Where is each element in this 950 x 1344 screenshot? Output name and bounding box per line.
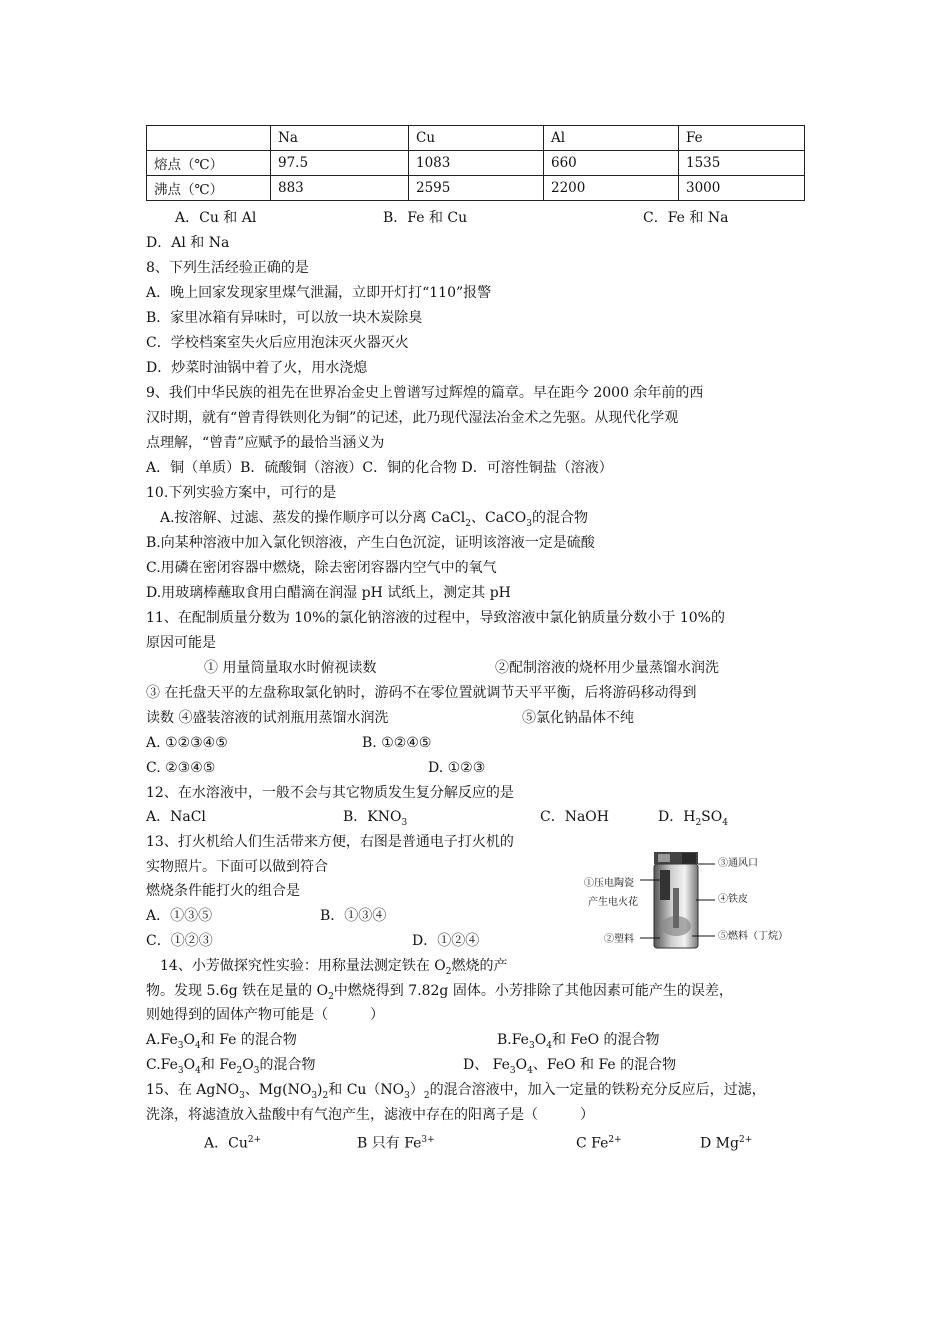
table-cell: 660 (544, 151, 679, 176)
q13-option-a: A．①③⑤ (146, 908, 213, 924)
q11-item-2: ②配制溶液的烧杯用少量蒸馏水润洗 (495, 660, 719, 676)
table-row (147, 176, 805, 201)
q14-c-text: 的混合物 (259, 1057, 316, 1073)
q15-line-1 (146, 1081, 766, 1105)
q14-d-text: 、FeO 和 Fe 的混合物 (532, 1057, 677, 1073)
lighter-photo-figure (580, 848, 802, 954)
q7-option-a: A．Cu 和 Al (175, 210, 257, 226)
fig-label-vent: ③通风口 (718, 858, 758, 869)
q15-line-2: 洗涤，将滤渣放入盐酸中有气泡产生，滤液中存在的阳离子是（ ） (146, 1107, 594, 1123)
table-cell: Na (271, 126, 409, 151)
fig-label-fuel: ⑤燃料（丁烷） (718, 931, 788, 942)
q13-line-2: 实物照片。下面可以做到符合 (146, 859, 328, 875)
subscript: 4 (722, 817, 728, 828)
q15-text: ) (317, 1082, 323, 1098)
q14-c-text: 和 Fe (200, 1057, 237, 1073)
q14-d-text: D、 Fe (463, 1057, 510, 1073)
q11-item-5: ⑤氯化钠晶体不纯 (522, 710, 634, 726)
fuel-tube (673, 888, 679, 928)
table-cell: 2595 (409, 176, 544, 201)
q14-option-b (497, 1031, 660, 1055)
q15-text: 、Mg(NO (244, 1082, 312, 1098)
q15-option-b (357, 1131, 435, 1153)
subscript: 2 (328, 991, 334, 1002)
q15-text: ） (409, 1082, 424, 1098)
lighter-vent (658, 854, 670, 862)
subscript: 3 (177, 1065, 184, 1076)
q10-option-b: B.向某种溶液中加入氯化钡溶液，产生白色沉淀，证明该溶液一定是硫酸 (146, 535, 595, 551)
subscript: 2 (445, 966, 452, 977)
table-cell (147, 126, 271, 151)
q12-d-text: SO (701, 809, 723, 825)
q14-text: 14、小芳做探究性实验：用称量法测定铁在 O (160, 958, 446, 974)
q12-option-a: A．NaCl (146, 809, 206, 825)
q7-option-d: D．Al 和 Na (146, 235, 230, 251)
q8-option-a: A．晚上回家发现家里煤气泄漏，立即开灯打“110”报警 (146, 285, 492, 301)
q15-option-d (700, 1131, 752, 1153)
q7-option-b: B．Fe 和 Cu (383, 210, 468, 226)
table-cell: 沸点（℃） (147, 176, 271, 201)
q14-line-1 (160, 957, 507, 981)
q15-text: 15、在 AgNO (146, 1082, 240, 1098)
q10-option-c: C.用磷在密闭容器中燃烧，除去密闭容器内空气中的氧气 (146, 560, 497, 576)
subscript: 3 (509, 1065, 516, 1076)
q14-option-c (146, 1056, 316, 1080)
q15-b-text: B 只有 Fe (357, 1135, 422, 1152)
q13-option-d: D．①②④ (412, 933, 480, 949)
q13-line-3: 燃烧条件能打火的组合是 (146, 883, 300, 899)
q9-line-2: 汉时期，就有“曾青得铁则化为铜”的记述，此乃现代湿法冶金术之先驱。从现代化学观 (146, 410, 679, 426)
q8-option-b: B．家里冰箱有异味时，可以放一块木炭除臭 (146, 310, 423, 326)
q14-text: 燃烧的产 (451, 958, 508, 974)
fig-label-iron-sheet: ④铁皮 (718, 894, 748, 905)
q10-option-a (160, 509, 588, 533)
q13-line-1: 13、打火机给人们生活带来方便，右图是普通电子打火机的 (146, 834, 514, 850)
subscript: 3 (404, 1090, 410, 1101)
subscript: 3 (526, 518, 532, 529)
table-cell: 883 (271, 176, 409, 201)
table-cell: 1535 (679, 151, 805, 176)
q10-a-text: 、CaCO (471, 510, 527, 526)
q11-item-1: ① 用量筒量取水时俯视读数 (204, 660, 377, 676)
subscript: 2 (695, 817, 702, 828)
piezo-igniter (660, 870, 670, 900)
fig-label-plastic: ②塑料 (604, 934, 634, 945)
subscript: 3 (528, 1040, 535, 1051)
q14-line-2 (146, 982, 733, 1006)
q12-d-text: D．H (658, 809, 696, 825)
q14-c-text: O (183, 1057, 196, 1073)
subscript: 4 (195, 1065, 201, 1076)
q14-a-text: O (183, 1032, 196, 1048)
q14-option-a (146, 1031, 297, 1055)
q10-option-d: D.用玻璃棒蘸取食用白醋滴在润湿 pH 试纸上，测定其 pH (146, 585, 511, 601)
subscript: 2 (322, 1090, 329, 1101)
q15-a-text: A．Cu (204, 1135, 248, 1152)
q15-text: 和 Cu（NO (328, 1082, 405, 1098)
q11-option-d: D. ①②③ (428, 760, 486, 776)
q8-option-d: D．炒菜时油锅中着了火，用水浇熄 (146, 360, 368, 376)
q14-a-text: 和 Fe 的混合物 (200, 1032, 297, 1048)
table-cell: Fe (679, 126, 805, 151)
q11-item-3: ③ 在托盘天平的左盘称取氯化钠时，游码不在零位置就调节天平平衡，后将游码移动得到 (146, 685, 697, 701)
q11-line-1: 11、在配制质量分数为 10%的氯化钠溶液的过程中，导致溶液中氯化钠质量分数小于 10%的 (146, 610, 725, 626)
subscript: 4 (527, 1065, 533, 1076)
q15-d-text: D Mg (700, 1135, 739, 1152)
q13-option-b: B．①③④ (320, 908, 387, 924)
q11-line-2: 原因可能是 (146, 635, 216, 651)
q12-stem: 12、在水溶液中，一般不会与其它物质发生复分解反应的是 (146, 785, 514, 801)
table-cell: 3000 (679, 176, 805, 201)
subscript: 3 (253, 1065, 260, 1076)
subscript: 3 (177, 1040, 184, 1051)
q10-a-text: 的混合物 (531, 510, 588, 526)
table-cell: Al (544, 126, 679, 151)
superscript: 2+ (738, 1135, 753, 1145)
q7-option-c: C．Fe 和 Na (643, 210, 729, 226)
q9-options: A．铜（单质）B．硫酸铜（溶液）C．铜的化合物 D．可溶性铜盐（溶液） (146, 460, 613, 476)
q10-a-text: A.按溶解、过滤、蒸发的操作顺序可以分离 CaCl (160, 510, 466, 526)
q12-b-text: B．KNO (343, 809, 402, 825)
table-cell: 1083 (409, 151, 544, 176)
superscript: 3+ (421, 1135, 435, 1145)
q15-option-a (204, 1131, 261, 1153)
q12-option-d (658, 808, 728, 832)
q12-option-b (343, 808, 407, 832)
table-cell: Cu (409, 126, 544, 151)
table-cell: 2200 (544, 176, 679, 201)
q10-stem: 10.下列实验方案中，可行的是 (146, 485, 337, 501)
q12-option-c: C．NaOH (540, 809, 609, 825)
subscript: 3 (401, 817, 408, 828)
q11-item-4: 读数 ④盛装溶液的试剂瓶用蒸馏水润洗 (146, 710, 389, 726)
q14-d-text: O (515, 1057, 528, 1073)
subscript: 2 (236, 1065, 243, 1076)
q14-c-text: O (242, 1057, 254, 1073)
q9-line-1: 9、我们中华民族的祖先在世界冶金史上曾谱写过辉煌的篇章。早在距今 2000 余年前的西 (146, 385, 704, 401)
q13-option-c: C．①②③ (146, 933, 213, 949)
subscript: 3 (239, 1090, 245, 1101)
q14-a-text: A.Fe (146, 1032, 178, 1048)
table-header-row (147, 126, 805, 151)
q9-line-3: 点理解，“曾青”应赋予的最恰当涵义为 (146, 435, 385, 451)
superscript: 2+ (608, 1135, 622, 1145)
q11-option-c: C. ②③④⑤ (146, 760, 216, 776)
table-cell: 熔点（℃） (147, 151, 271, 176)
q8-option-c: C．学校档案室失火后应用泡沫灭火器灭火 (146, 335, 409, 351)
q15-text: 的混合溶液中，加入一定量的铁粉充分反应后，过滤， (429, 1082, 766, 1098)
q14-option-d (463, 1056, 676, 1080)
q14-text: 物。发现 5.6g 铁在足量的 O (146, 983, 329, 999)
q15-c-text: C Fe (576, 1135, 609, 1152)
q14-b-text: 和 FeO 的混合物 (551, 1032, 660, 1048)
subscript: 4 (546, 1040, 552, 1051)
fig-label-spark: 产生电火花 (588, 897, 638, 908)
table-cell: 97.5 (271, 151, 409, 176)
q8-stem: 8、下列生活经验正确的是 (146, 260, 309, 276)
fig-label-piezo: ①压电陶瓷 (584, 878, 634, 889)
q11-option-a: A. ①②③④⑤ (146, 735, 228, 751)
subscript: 2 (423, 1090, 430, 1101)
q15-option-c (576, 1131, 622, 1153)
q14-b-text: B.Fe (497, 1032, 529, 1048)
properties-table (146, 125, 805, 201)
q14-c-text: C.Fe (146, 1057, 178, 1073)
subscript: 4 (195, 1040, 201, 1051)
q11-option-b: B. ①②④⑤ (362, 735, 432, 751)
subscript: 2 (465, 518, 471, 529)
superscript: 2+ (247, 1135, 262, 1145)
q14-text: 中燃烧得到 7.82g 固体。小芳排除了其他因素可能产生的误差， (333, 983, 733, 999)
table-row (147, 151, 805, 176)
q14-line-3: 则她得到的固体产物可能是（ ） (146, 1007, 384, 1023)
q14-b-text: O (534, 1032, 547, 1048)
subscript: 3 (311, 1090, 318, 1101)
